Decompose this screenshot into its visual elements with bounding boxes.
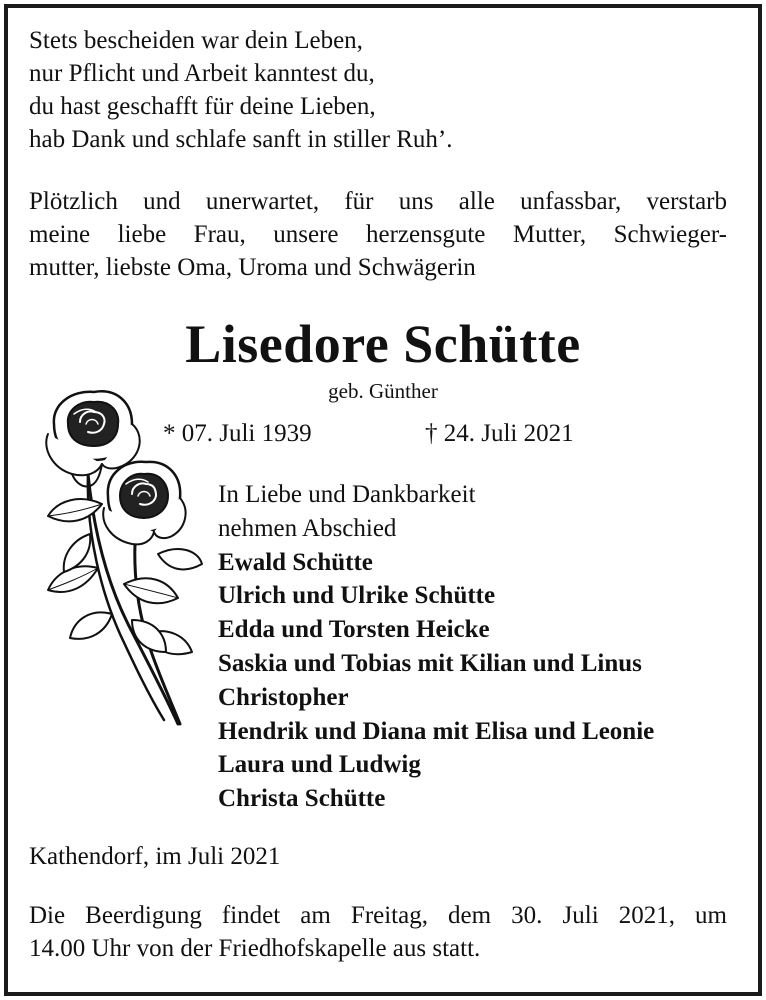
mourners-list <box>218 478 654 816</box>
announcement-line: Plötzlich und unerwartet, für uns alle unfassbar, verstarb <box>29 188 727 215</box>
mourner-name: Hendrik und Diana mit Elisa und Leonie <box>218 717 655 745</box>
announcement-line: meine liebe Frau, unsere herzensgute Mutter, Schwieger- <box>29 221 727 248</box>
announcement-line: mutter, liebste Oma, Uroma und Schwägerin <box>29 254 476 281</box>
mourner-name: Saskia und Tobias mit Kilian und Linus <box>218 649 642 677</box>
mourner-name: Edda und Torsten Heicke <box>218 616 490 644</box>
mourner-name: Ewald Schütte <box>218 548 373 576</box>
funeral-line: Die Beerdigung findet am Freitag, dem 30. Juli 2021, um <box>29 902 727 929</box>
deceased-name: Lisedore Schütte <box>185 314 581 374</box>
funeral-line: 14.00 Uhr von der Friedhofskapelle aus statt. <box>29 935 481 962</box>
poem-line: hab Dank und schlafe sanft in stiller Ruh’. <box>29 126 453 153</box>
birth-date: * 07. Juli 1939 <box>163 420 312 447</box>
poem-line: nur Pflicht und Arbeit kanntest du, <box>29 60 375 87</box>
announcement-text <box>29 185 727 284</box>
poem-line: du hast geschafft für deine Lieben, <box>29 93 376 120</box>
poem <box>29 24 453 156</box>
poem-line: Stets bescheiden war dein Leben, <box>29 27 363 54</box>
maiden-name: geb. Günther <box>328 379 438 403</box>
mourner-name: Christopher <box>218 683 349 711</box>
mourners-intro: nehmen Abschied <box>218 514 397 542</box>
place-date: Kathendorf, im Juli 2021 <box>29 843 281 870</box>
mourners-intro: In Liebe und Dankbarkeit <box>218 481 476 508</box>
rose-icon <box>28 384 204 736</box>
mourner-name: Laura und Ludwig <box>218 751 421 779</box>
mourner-name: Ulrich und Ulrike Schütte <box>218 582 496 610</box>
funeral-notice <box>29 899 727 965</box>
death-date: † 24. Juli 2021 <box>425 420 574 447</box>
mourner-name: Christa Schütte <box>218 785 386 813</box>
